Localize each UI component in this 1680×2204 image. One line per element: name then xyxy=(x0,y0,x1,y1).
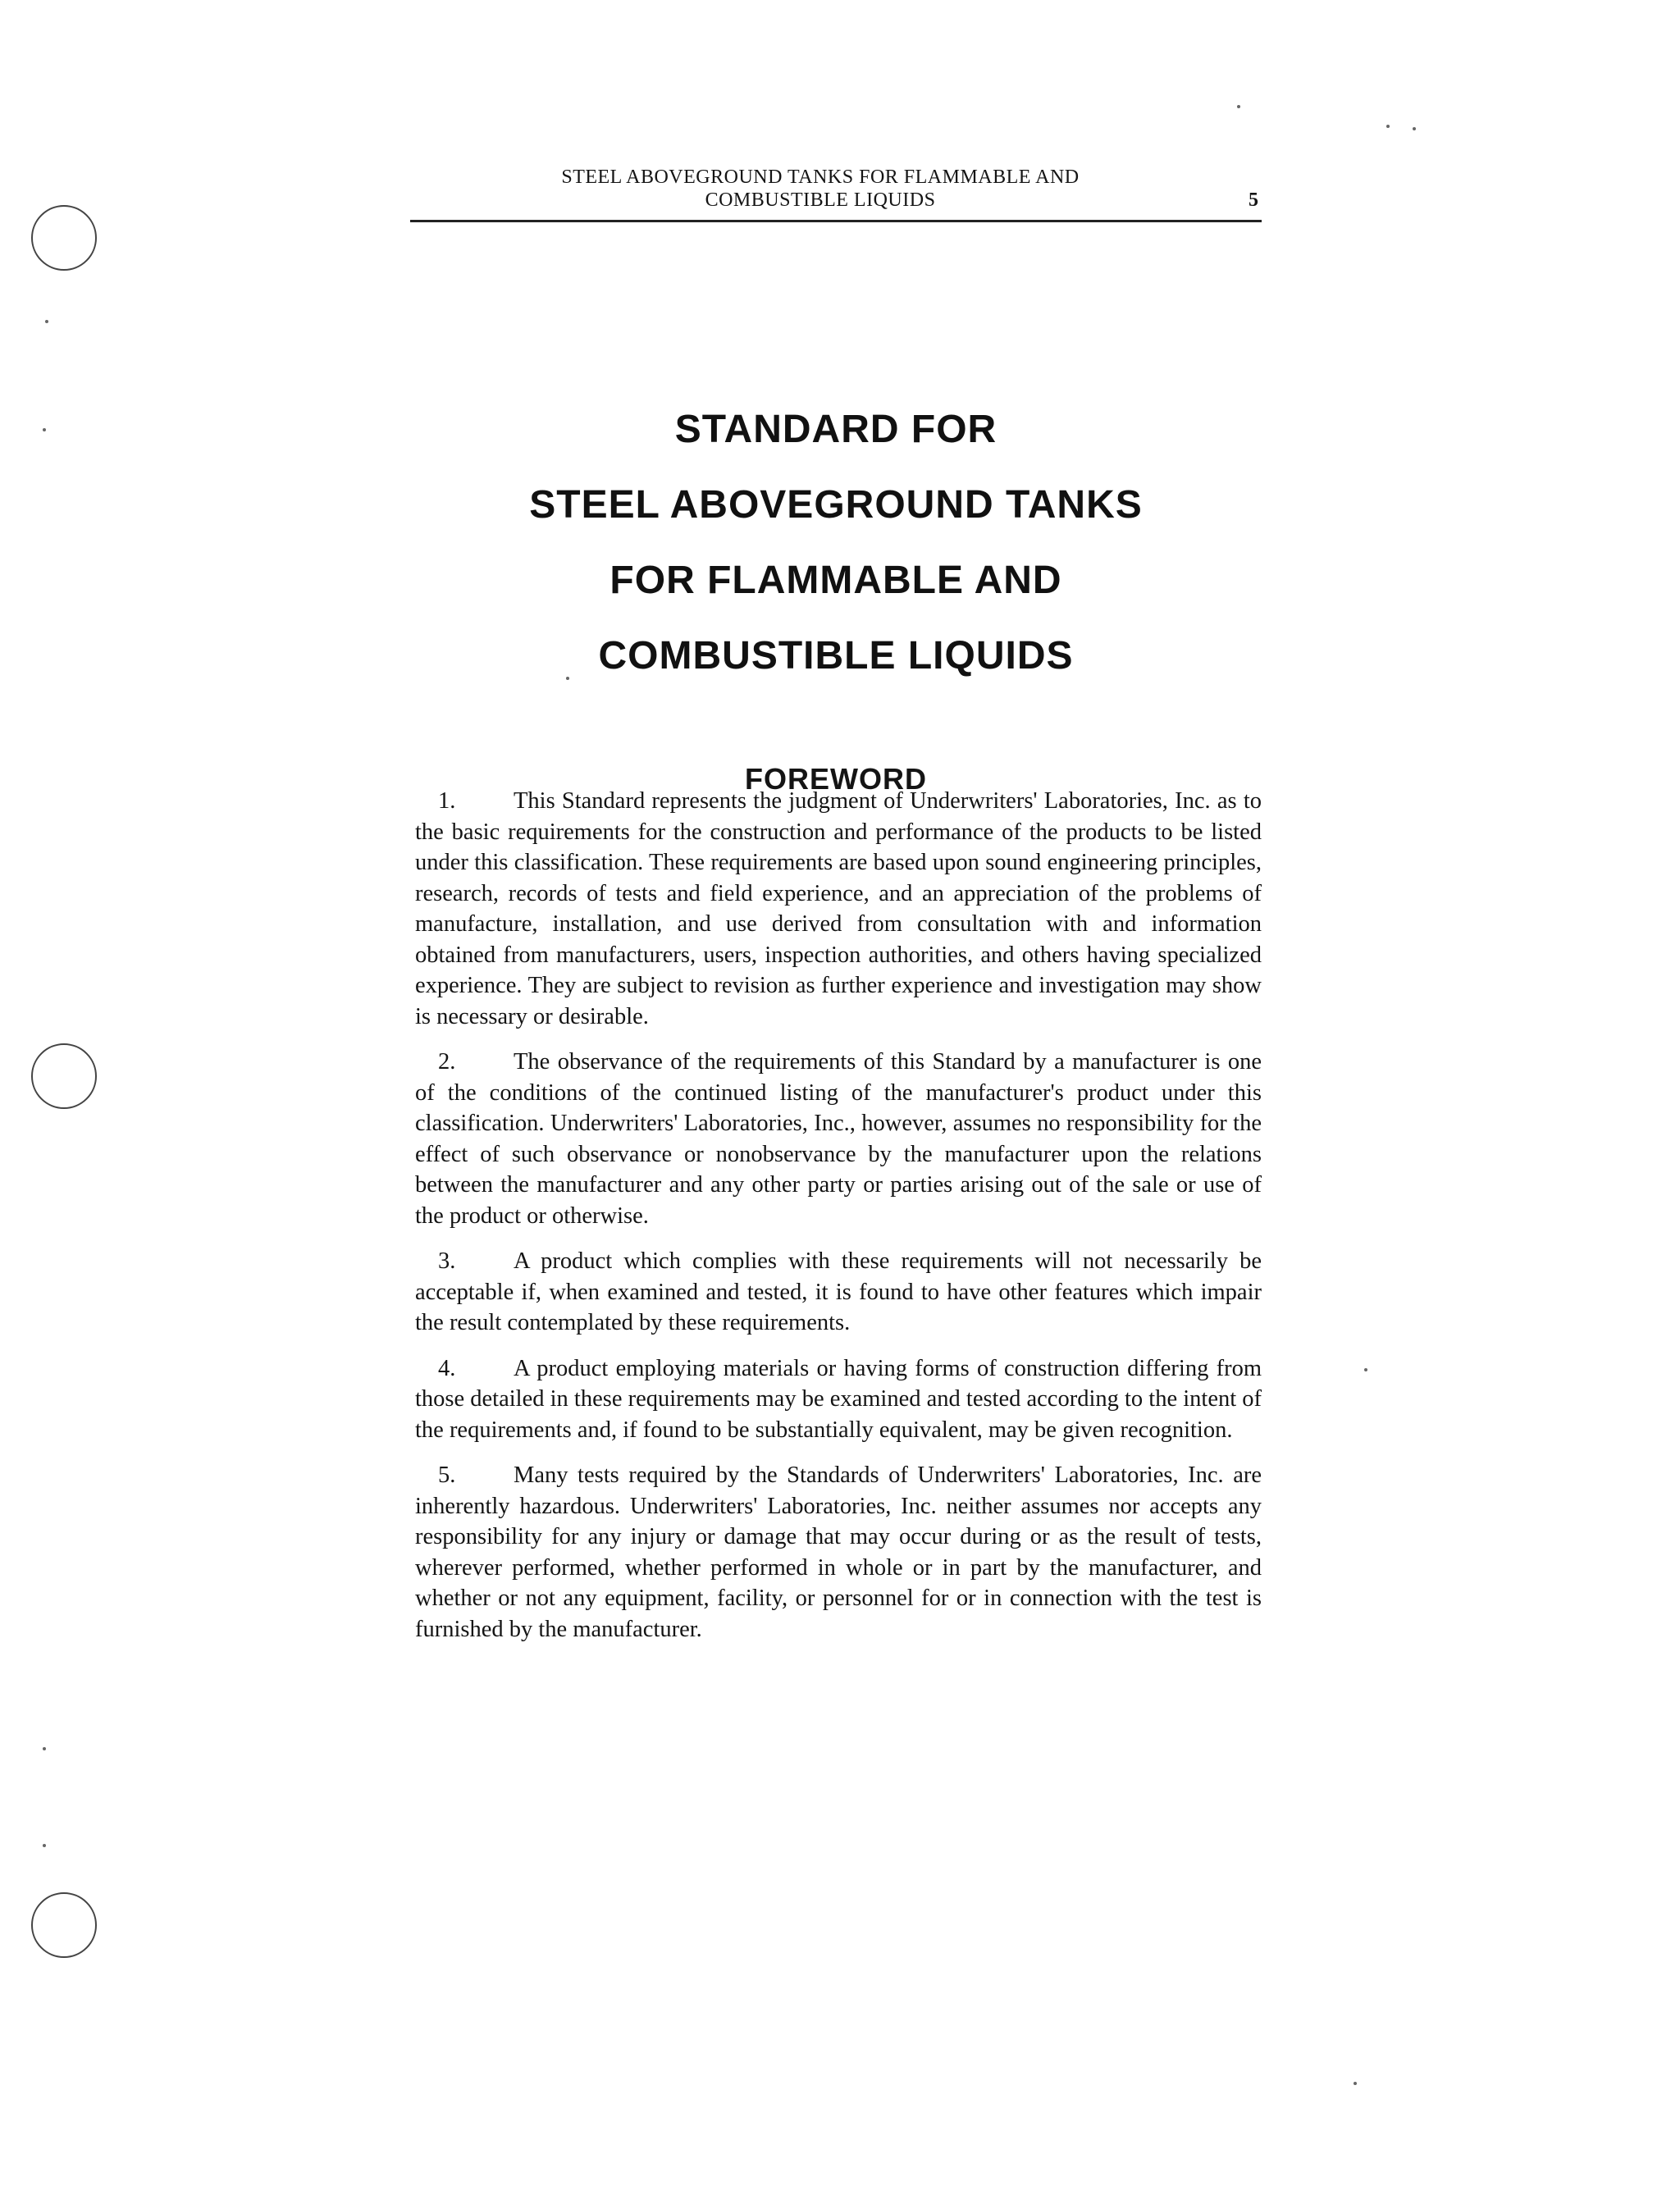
scan-speck xyxy=(45,320,48,323)
foreword-paragraph-4 xyxy=(415,1353,1262,1446)
punch-hole-bottom xyxy=(31,1892,97,1958)
scan-speck xyxy=(1364,1368,1367,1371)
page-number: 5 xyxy=(1249,189,1258,211)
scan-speck xyxy=(43,1747,46,1750)
foreword-paragraph-1 xyxy=(415,786,1262,1032)
paragraph-number: 1. xyxy=(438,788,456,814)
title-line-3: FOR FLAMMABLE AND xyxy=(609,559,1062,602)
paragraph-number: 2. xyxy=(438,1049,456,1075)
paragraph-text: The observance of the requirements of this Standard by a manufacturer is one of the conditions of the continued listing of the manufacturer's product under this classification. Underwriters' Laboratories, Inc., however, assumes no responsibility for the effect of such observance or nonobservance by the manufacturer upon the relations between the manufacturer and any other party or parties arising out of the sale or use of the product or otherwise. xyxy=(415,1049,1262,1229)
paragraph-text: A product employing materials or having forms of construction differing from those detailed in these requirements may be examined and tested according to the intent of the requirements and, if found to be substantially equivalent, may be given recognition. xyxy=(415,1355,1262,1443)
scan-speck xyxy=(43,428,46,431)
document-title xyxy=(410,392,1262,694)
scan-speck xyxy=(43,1844,46,1847)
running-head-line-2: COMBUSTIBLE LIQUIDS xyxy=(705,189,936,211)
scan-speck xyxy=(1386,125,1390,128)
paragraph-number: 5. xyxy=(438,1462,456,1488)
foreword-paragraph-3 xyxy=(415,1246,1262,1339)
running-head xyxy=(410,162,1262,222)
foreword-paragraph-2 xyxy=(415,1047,1262,1231)
scan-speck xyxy=(1237,105,1240,108)
title-line-4: COMBUSTIBLE LIQUIDS xyxy=(598,634,1074,678)
foreword-paragraph-5 xyxy=(415,1460,1262,1645)
title-line-1: STANDARD FOR xyxy=(674,408,998,451)
paragraph-text: A product which complies with these requirements will not necessarily be acceptable if, when examined and tested, it is found to have other features which impair the result contemplated by these requirements. xyxy=(415,1248,1262,1335)
paragraph-text: This Standard represents the judgment of Underwriters' Laboratories, Inc. as to the basic requirements for the construction and performance of the products to be listed under this classification. These requirements are based upon sound engineering principles, research, records of tests and field experience, and an appreciation of the problems of manufacture, installation, and use derived from consultation with and information obtained from manufacturers, users, inspection authorities, and others having specialized experience. They are subject to revision as further experience and investigation may show is necessary or desirable. xyxy=(415,788,1262,1029)
paragraph-number: 4. xyxy=(438,1355,456,1381)
punch-hole-middle xyxy=(31,1043,97,1109)
foreword-body xyxy=(415,786,1262,1659)
scan-speck xyxy=(1354,2082,1357,2085)
scan-speck xyxy=(1413,127,1416,130)
title-line-2: STEEL ABOVEGROUND TANKS xyxy=(529,483,1143,527)
paragraph-number: 3. xyxy=(438,1248,456,1274)
foreword-heading: FOREWORD xyxy=(745,761,927,796)
paragraph-text: Many tests required by the Standards of Underwriters' Laboratories, Inc. are inherently hazardous. Underwriters' Laboratories, Inc. neither assumes nor accepts any responsibility for any injury or damage that may occur during or as the result of tests, wherever performed, whether performed in whole or in part by the manufacturer, and whether or not any equipment, facility, or personnel for or in connection with the test is furnished by the manufacturer. xyxy=(415,1462,1262,1642)
punch-hole-top xyxy=(31,205,97,271)
running-head-line-1: STEEL ABOVEGROUND TANKS FOR FLAMMABLE AND xyxy=(561,167,1080,188)
